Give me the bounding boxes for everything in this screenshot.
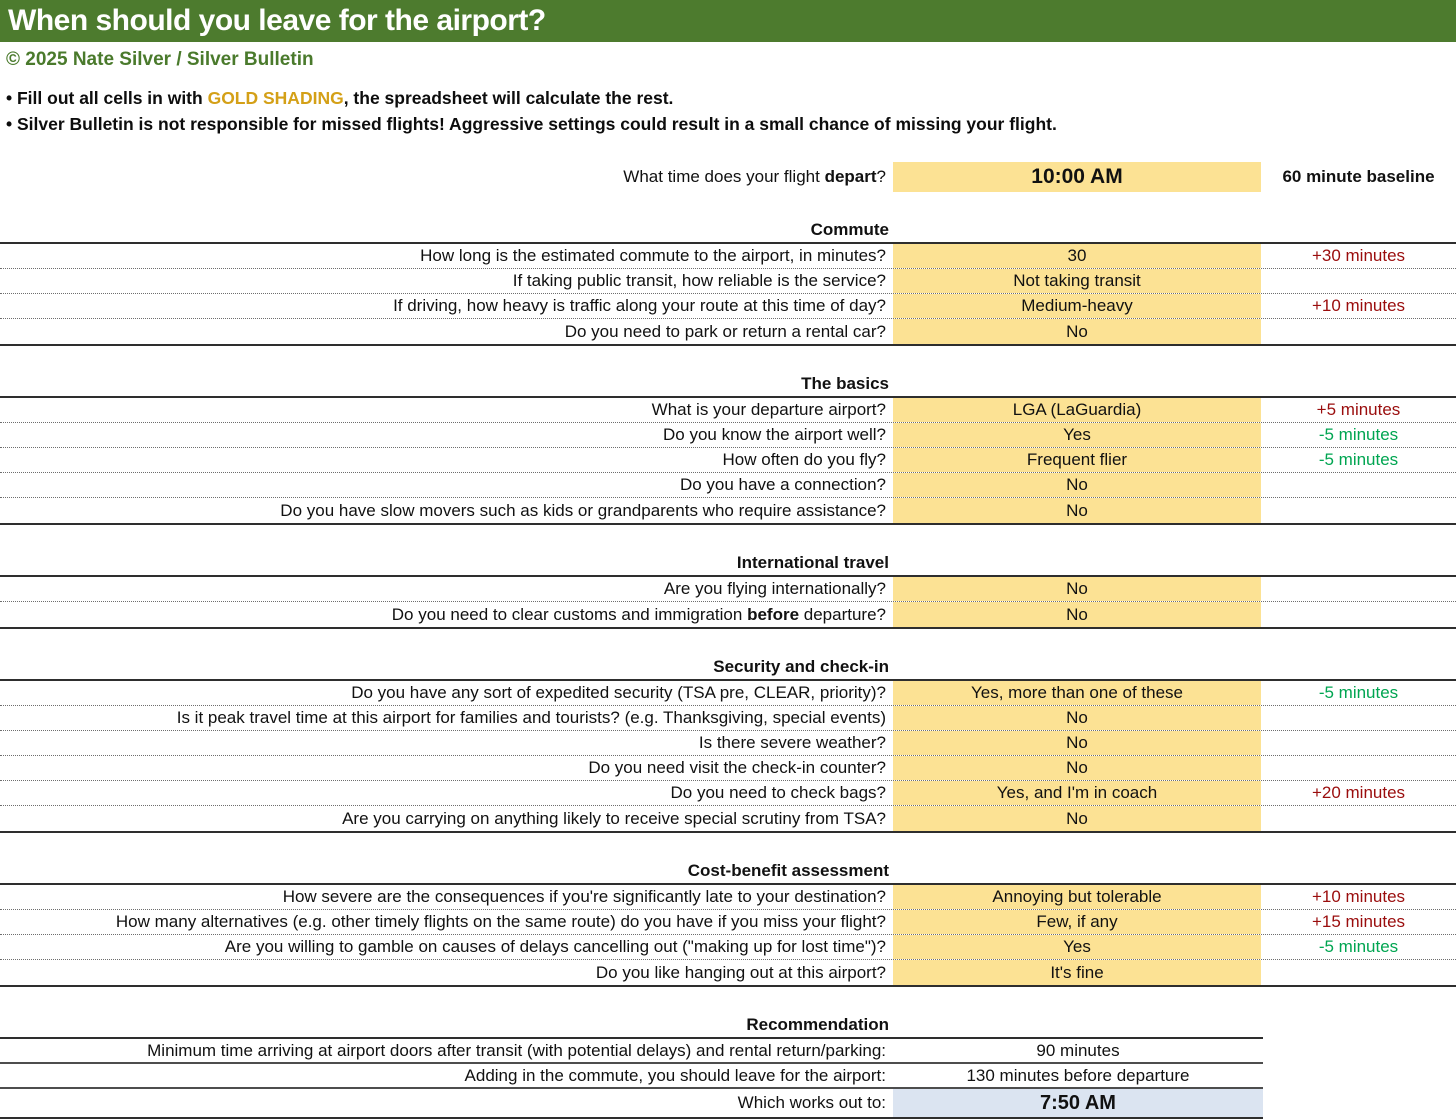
section-title-the-basics: The basics bbox=[801, 374, 889, 393]
table-row bbox=[0, 319, 1456, 344]
recommendation-row bbox=[0, 1089, 1263, 1117]
table-row bbox=[0, 781, 1456, 806]
section-security-and-check-in bbox=[0, 679, 1456, 833]
minutes-delta: +15 minutes bbox=[1311, 912, 1406, 931]
table-row bbox=[0, 294, 1456, 319]
table-row bbox=[0, 269, 1456, 294]
question-sections bbox=[0, 218, 1456, 987]
table-row bbox=[0, 731, 1456, 756]
table-row bbox=[0, 398, 1456, 423]
minutes-delta: -5 minutes bbox=[1318, 425, 1399, 444]
table-row bbox=[0, 756, 1456, 781]
table-row bbox=[0, 885, 1456, 910]
section-title-recommendation: Recommendation bbox=[746, 1015, 889, 1034]
question-label: What is your departure airport? bbox=[651, 400, 886, 419]
answer-input-cell[interactable]: 30 bbox=[893, 244, 1261, 268]
question-label: Do you have any sort of expedited security (TSA pre, CLEAR, priority)? bbox=[351, 683, 886, 702]
table-row bbox=[0, 448, 1456, 473]
table-row bbox=[0, 910, 1456, 935]
question-label: Do you like hanging out at this airport? bbox=[595, 962, 886, 982]
departure-time-input-cell[interactable]: 10:00 AM bbox=[893, 162, 1261, 192]
answer-input-cell[interactable]: Medium-heavy bbox=[893, 294, 1261, 318]
question-label: Are you willing to gamble on causes of delays cancelling out ("making up for lost time")? bbox=[224, 937, 886, 956]
departure-time-row bbox=[0, 162, 1456, 192]
question-label: Are you flying internationally? bbox=[663, 579, 886, 598]
baseline-label: 60 minute baseline bbox=[1282, 167, 1435, 186]
answer-input-cell[interactable]: Yes bbox=[893, 423, 1261, 447]
minutes-delta: +5 minutes bbox=[1316, 400, 1401, 419]
table-row bbox=[0, 960, 1456, 985]
question-label: Do you have a connection? bbox=[679, 475, 886, 494]
minutes-delta: +20 minutes bbox=[1311, 783, 1406, 802]
question-label: How long is the estimated commute to the airport, in minutes? bbox=[420, 246, 886, 265]
minutes-delta: -5 minutes bbox=[1318, 937, 1399, 956]
question-label: How often do you fly? bbox=[722, 450, 886, 469]
table-row bbox=[0, 244, 1456, 269]
question-label: Do you need to clear customs and immigration before departure? bbox=[391, 604, 886, 624]
answer-input-cell[interactable]: No bbox=[893, 806, 1261, 831]
page-title-bar bbox=[0, 0, 1456, 42]
computed-value-cell: 90 minutes bbox=[1036, 1040, 1120, 1060]
answer-input-cell[interactable]: Annoying but tolerable bbox=[893, 885, 1261, 909]
table-row bbox=[0, 602, 1456, 627]
instruction-gold-shading: • Fill out all cells in with GOLD SHADING, the spreadsheet will calculate the rest. bbox=[6, 88, 674, 108]
final-time-cell: 7:50 AM bbox=[893, 1089, 1263, 1117]
question-label: Is there severe weather? bbox=[698, 733, 886, 752]
recommendation-label: Which works out to: bbox=[737, 1093, 886, 1112]
answer-input-cell[interactable]: Not taking transit bbox=[893, 269, 1261, 293]
table-row bbox=[0, 806, 1456, 831]
answer-input-cell[interactable]: No bbox=[893, 498, 1261, 523]
minutes-delta: -5 minutes bbox=[1318, 450, 1399, 469]
minutes-delta: -5 minutes bbox=[1318, 683, 1399, 702]
departure-time-label: What time does your flight depart? bbox=[623, 167, 886, 186]
minutes-delta: +10 minutes bbox=[1311, 887, 1406, 906]
table-row bbox=[0, 473, 1456, 498]
recommendation-label: Adding in the commute, you should leave for the airport: bbox=[464, 1065, 886, 1085]
recommendation-row bbox=[0, 1064, 1263, 1089]
section-international-travel bbox=[0, 575, 1456, 629]
table-row bbox=[0, 498, 1456, 523]
answer-input-cell[interactable]: No bbox=[893, 577, 1261, 601]
answer-input-cell[interactable]: No bbox=[893, 602, 1261, 627]
answer-input-cell[interactable]: No bbox=[893, 319, 1261, 344]
question-label: Is it peak travel time at this airport for families and tourists? (e.g. Thanksgiving, special events) bbox=[176, 708, 886, 727]
question-label: If driving, how heavy is traffic along your route at this time of day? bbox=[393, 296, 886, 315]
question-label: Do you know the airport well? bbox=[662, 425, 886, 444]
answer-input-cell[interactable]: No bbox=[893, 473, 1261, 497]
section-title-security-and-check-in: Security and check-in bbox=[713, 657, 889, 676]
section-title-commute: Commute bbox=[810, 220, 889, 239]
instruction-disclaimer: • Silver Bulletin is not responsible for missed flights! Aggressive settings could result in a small chance of missing your flight. bbox=[6, 114, 1057, 134]
answer-input-cell[interactable]: Yes, more than one of these bbox=[893, 681, 1261, 705]
gold-shading-highlight: GOLD SHADING bbox=[207, 88, 344, 108]
table-row bbox=[0, 935, 1456, 960]
answer-input-cell[interactable]: Yes bbox=[893, 935, 1261, 959]
recommendation-label: Minimum time arriving at airport doors after transit (with potential delays) and rental return/parking: bbox=[147, 1040, 886, 1060]
table-row bbox=[0, 423, 1456, 448]
minutes-delta: +10 minutes bbox=[1311, 296, 1406, 315]
question-label: How many alternatives (e.g. other timely flights on the same route) do you have if you miss your flight? bbox=[115, 912, 886, 931]
section-cost-benefit-assessment bbox=[0, 883, 1456, 987]
section-title-cost-benefit-assessment: Cost-benefit assessment bbox=[687, 861, 889, 880]
section-commute bbox=[0, 242, 1456, 346]
table-row bbox=[0, 681, 1456, 706]
answer-input-cell[interactable]: Frequent flier bbox=[893, 448, 1261, 472]
question-label: Do you need to check bags? bbox=[670, 783, 886, 802]
answer-input-cell[interactable]: No bbox=[893, 731, 1261, 755]
question-label: If taking public transit, how reliable is the service? bbox=[512, 271, 886, 290]
answer-input-cell[interactable]: Yes, and I'm in coach bbox=[893, 781, 1261, 805]
answer-input-cell[interactable]: No bbox=[893, 706, 1261, 730]
question-label: How severe are the consequences if you're significantly late to your destination? bbox=[282, 887, 886, 906]
answer-input-cell[interactable]: Few, if any bbox=[893, 910, 1261, 934]
answer-input-cell[interactable]: It's fine bbox=[893, 960, 1261, 985]
question-label: Do you have slow movers such as kids or grandparents who require assistance? bbox=[280, 500, 886, 520]
recommendation-row bbox=[0, 1039, 1263, 1064]
table-row bbox=[0, 706, 1456, 731]
question-label: Are you carrying on anything likely to receive special scrutiny from TSA? bbox=[342, 808, 886, 828]
answer-input-cell[interactable]: LGA (LaGuardia) bbox=[893, 398, 1261, 422]
question-label: Do you need visit the check-in counter? bbox=[588, 758, 886, 777]
minutes-delta: +30 minutes bbox=[1311, 246, 1406, 265]
copyright-line: © 2025 Nate Silver / Silver Bulletin bbox=[6, 49, 314, 70]
table-row bbox=[0, 577, 1456, 602]
instructions bbox=[6, 85, 1456, 137]
recommendation-section bbox=[0, 1037, 1263, 1119]
section-title-international-travel: International travel bbox=[736, 553, 889, 572]
question-label: Do you need to park or return a rental car? bbox=[564, 321, 886, 341]
section-the-basics bbox=[0, 396, 1456, 525]
computed-value-cell: 130 minutes before departure bbox=[966, 1065, 1190, 1085]
answer-input-cell[interactable]: No bbox=[893, 756, 1261, 780]
page-title: When should you leave for the airport? bbox=[8, 4, 546, 37]
